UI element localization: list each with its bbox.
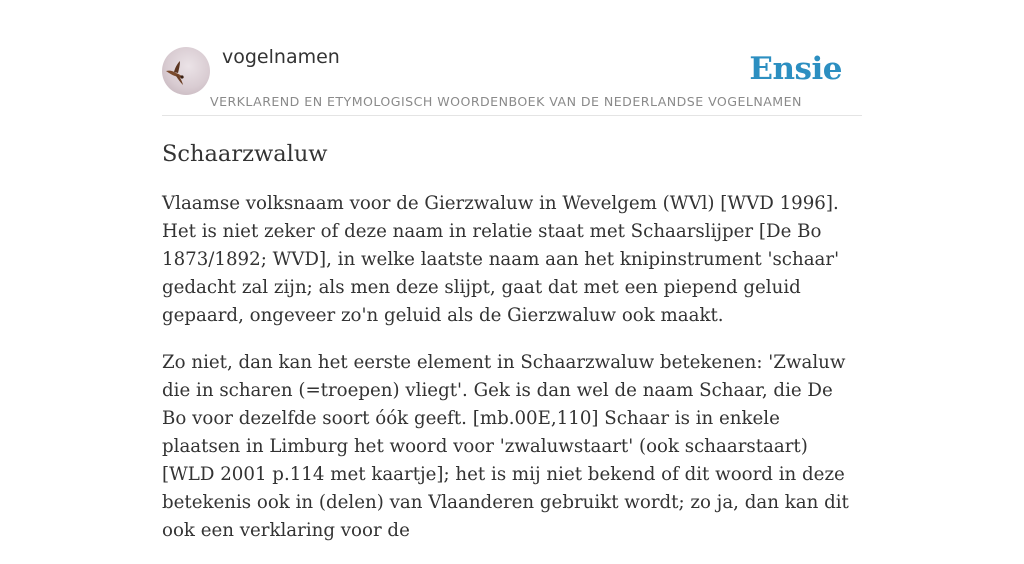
site-name-link[interactable]: vogelnamen [222, 46, 340, 68]
header-divider [162, 115, 862, 116]
ensie-logo[interactable]: Ensie [749, 51, 842, 87]
avatar[interactable] [162, 47, 210, 95]
site-subtitle: VERKLAREND EN ETYMOLOGISCH WOORDENBOEK VAN DE NEDERLANDSE VOGELNAMEN [210, 94, 802, 109]
article-paragraph-1: Vlaamse volksnaam voor de Gierzwaluw in Wevelgem (WVl) [WVD 1996]. Het is niet zeker of deze naam in relatie staat met Schaarslijper [De Bo 1873/1892; WVD], in welke laatste naam aan het knipinstrument 'schaar' gedacht zal zijn; als men deze slijpt, gaat dat met een piepend geluid gepaard, ongeveer zo'n geluid als de Gierzwaluw ook maakt. [162, 193, 840, 326]
page-title: Schaarzwaluw [162, 141, 328, 167]
article [162, 138, 862, 564]
article-paragraph-2: Zo niet, dan kan het eerste element in Schaarzwaluw betekenen: 'Zwaluw die in scharen (=troepen) vliegt'. Gek is dan wel de naam Schaar, die De Bo voor dezelfde soort óók geeft. [mb.00E,110] Schaar is in enkele plaatsen in Limburg het woord voor 'zwaluwstaart' (ook schaarstaart) [WLD 2001 p.114 met kaartje]; het is mij niet bekend of dit woord in deze betekenis ook in (delen) van Vlaanderen gebruikt wordt; zo ja, dan kan dit ook een verklaring voor de [162, 352, 849, 541]
site-header [162, 0, 862, 116]
swallow-bird-icon [162, 47, 210, 95]
